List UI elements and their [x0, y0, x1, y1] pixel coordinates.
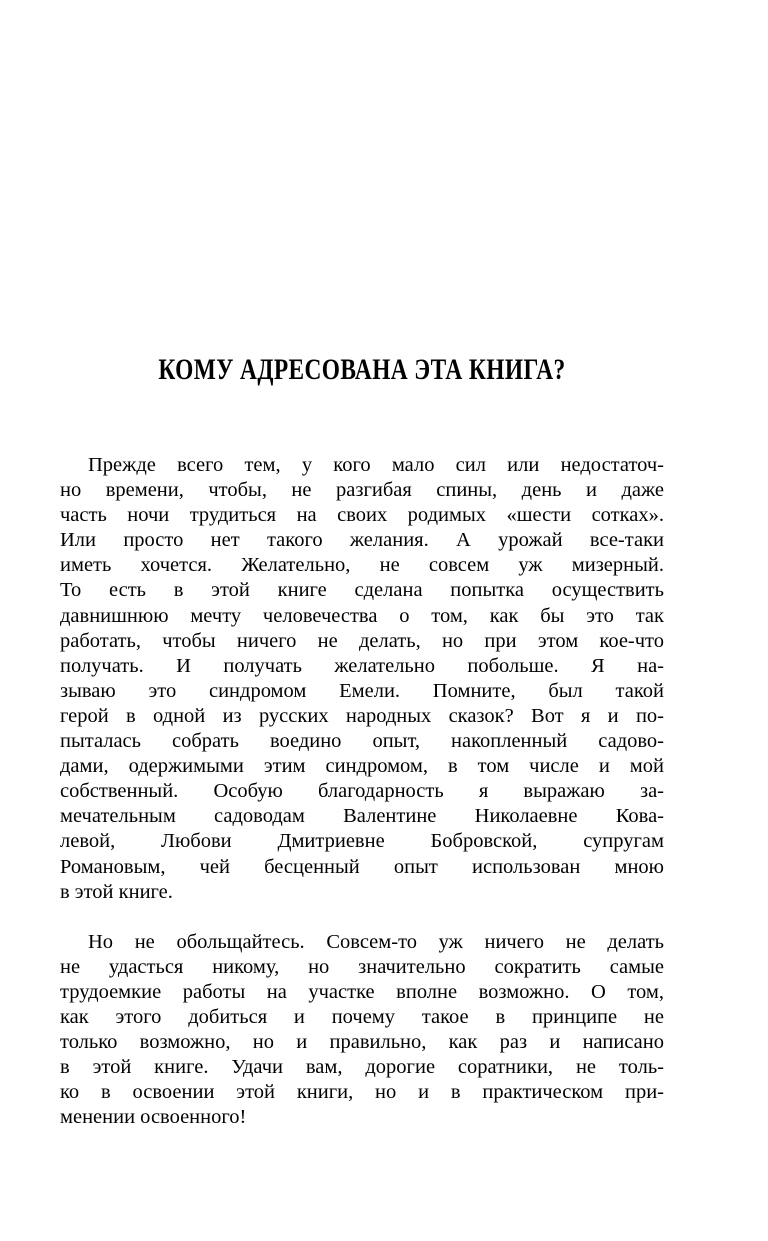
text-line: Но не обольщайтесь. Совсем-то уж ничего не делать	[88, 930, 664, 953]
text-line: работать, чтобы ничего не делать, но при этом кое-что	[60, 629, 664, 652]
text-line: дами, одержимыми этим синдромом, в том числе и мой	[60, 755, 664, 778]
text-line: получать. И получать желательно побольше. Я на-	[60, 654, 664, 677]
text-line: Прежде всего тем, у кого мало сил или недостаточ-	[88, 454, 664, 476]
text-line: мечательным садоводам Валентине Николаевне Кова-	[60, 805, 664, 828]
text-line: часть ночи трудиться на своих родимых «шести сотках».	[60, 504, 664, 527]
body-text	[60, 453, 664, 1130]
text-line: Или просто нет такого желания. А урожай все-таки	[60, 529, 664, 552]
text-line: иметь хочется. Желательно, не совсем уж мизерный.	[60, 554, 664, 577]
text-line: Романовым, чей бесценный опыт использован мною	[60, 855, 664, 878]
text-line: зываю это синдромом Емели. Помните, был такой	[60, 679, 664, 702]
text-line: давнишнюю мечту человечества о том, как бы это так	[60, 604, 664, 627]
text-line: не удасться никому, но значительно сократить самые	[60, 955, 664, 978]
text-line: в этой книге. Удачи вам, дорогие соратники, не толь-	[60, 1056, 664, 1079]
text-line: герой в одной из русских народных сказок? Вот я и по-	[60, 704, 664, 727]
text-line: как этого добиться и почему такое в принципе не	[60, 1005, 664, 1028]
text-line: ко в освоении этой книги, но и в практическом при-	[60, 1081, 664, 1104]
text-line: но времени, чтобы, не разгибая спины, день и даже	[60, 479, 664, 502]
text-line: в этой книге.	[60, 880, 173, 903]
text-line: То есть в этой книге сделана попытка осуществить	[60, 579, 664, 602]
text-line: менении освоенного!	[60, 1106, 247, 1129]
text-line: собственный. Особую благодарность я выражаю за-	[60, 780, 664, 803]
paragraph-1	[60, 453, 664, 905]
text-line: левой, Любови Дмитриевне Бобровской, супругам	[60, 830, 664, 853]
chapter-title: КОМУ АДРЕСОВАНА ЭТА КНИГА?	[158, 353, 566, 386]
text-line: трудоемкие работы на участке вполне возможно. О том,	[60, 980, 664, 1003]
text-line: пыталась собрать воедино опыт, накопленный садово-	[60, 730, 664, 753]
text-line: только возможно, но и правильно, как раз и написано	[60, 1031, 664, 1054]
paragraph-2	[60, 930, 664, 1131]
